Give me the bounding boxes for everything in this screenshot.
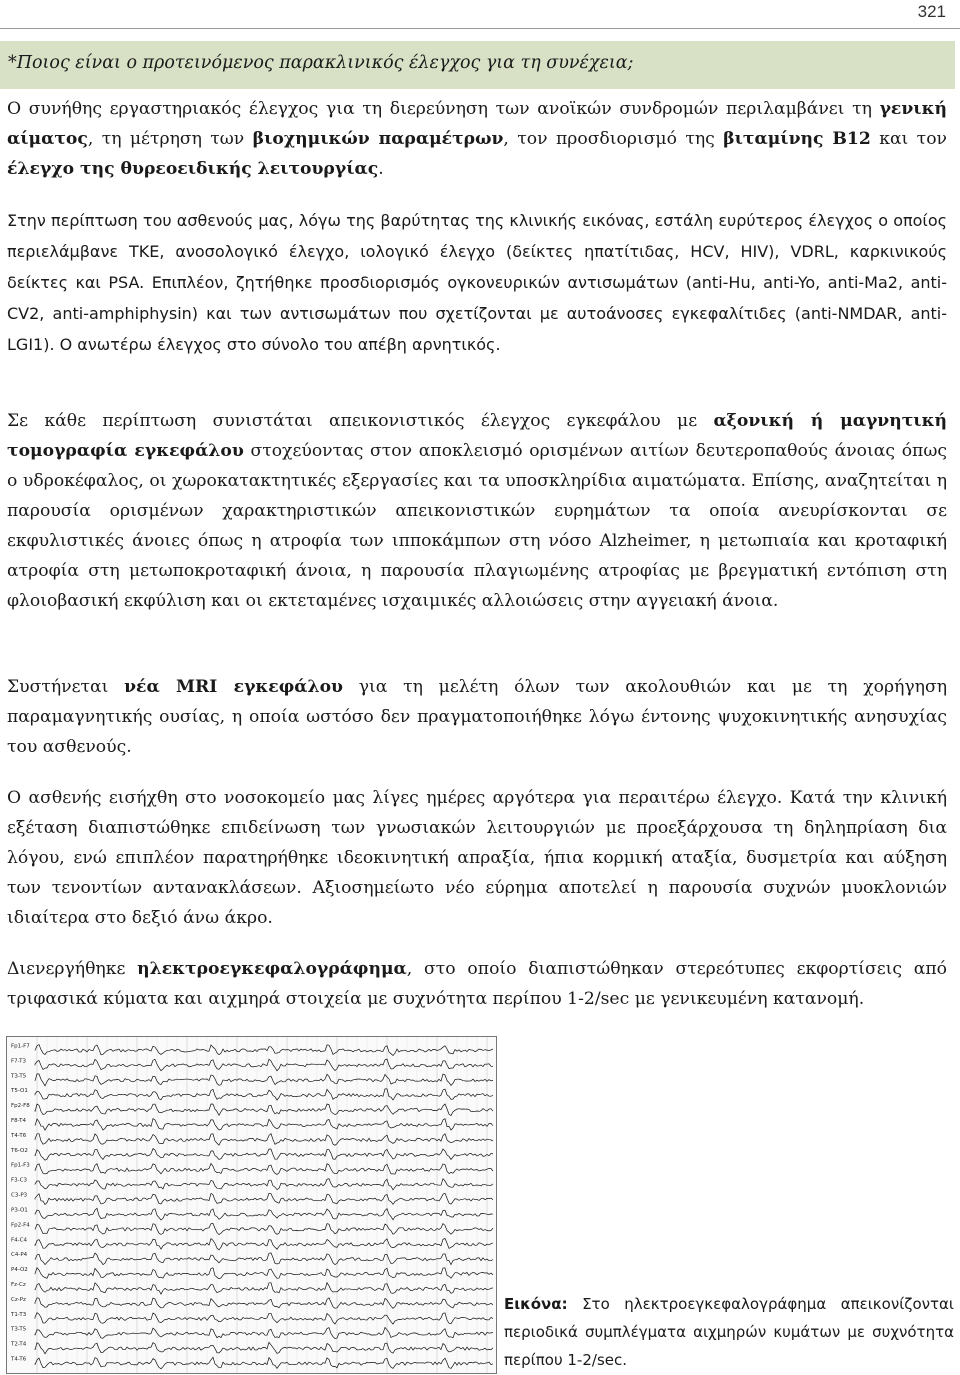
eeg-channel-label: Fp2-F4 [11,1222,30,1229]
eeg-channel-label: Fp1-F7 [11,1043,30,1050]
page-number: 321 [917,2,946,21]
text: και τον [870,129,947,149]
eeg-channel-label: Fz-Cz [11,1282,26,1288]
eeg-channel-label: T1-T3 [11,1311,27,1318]
eeg-channel-label: T4-T6 [11,1356,27,1363]
eeg-trace [35,1357,493,1369]
eeg-channel-label: T3-T5 [11,1073,27,1080]
eeg-trace [35,1059,493,1071]
bold-text: αξονική ή μαγνητική τομογραφία εγκεφάλου [7,411,947,461]
eeg-channel-label: T2-T4 [11,1341,27,1348]
eeg-channel-label: Cz-Pz [11,1296,26,1303]
eeg-channel-label: F4-C4 [11,1237,27,1244]
eeg-trace [35,1328,493,1339]
text: για τη μελέτη όλων των ακολουθιών και με τη χορήγηση παραμαγνητικής ουσίας, η οποία ωστόσο δεν πραγματοποιήθηκε λόγω έντονης ψυχοκινητικής ανησυχίας του ασθενούς. [7,677,947,757]
figure-caption [504,1290,954,1374]
paragraph-lab-tests [7,94,947,184]
eeg-trace [35,1313,493,1324]
eeg-channel-label: P4-O2 [11,1267,28,1274]
eeg-channel-label: P3-O1 [11,1207,28,1214]
eeg-trace [35,1342,493,1353]
eeg-trace [35,1045,493,1056]
eeg-channel-label: Fp2-F8 [11,1103,30,1110]
eeg-trace [35,1179,493,1190]
text: στοχεύοντας στον αποκλεισμό ορισμένων αιτίων δευτεροπαθούς άνοιας όπως ο υδροκέφαλος, οι χωροκατακτητικές εξεργασίες και τα υποσκληρίδια αιματώματα. Επίσης, αναζητείται η παρουσία ορισμένων χαρακτηριστικών απεικονιστικών ευρημάτων τα οποία ανευρίσκονται σε εκφυλιστικές άνοιες όπως η ατροφία των ιπποκάμπων στη νόσο Alzheimer, η μετωπιαία και κροταφική ατροφία στη μετωποκροταφική άνοια, η παρουσία πλαγιωμένης ατροφίας με βρεγματική εντόπιση στη φλοιοβασική εκφύλιση και οι εκτεταμένες ισχαιμικές αλλοιώσεις στην αγγειακή άνοια. [7,441,947,611]
eeg-trace [35,1253,493,1265]
eeg-channel-label: C4-P4 [11,1252,28,1259]
eeg-trace [35,1134,493,1146]
text: , τη μέτρηση των [87,129,253,149]
eeg-trace [35,1193,493,1204]
eeg-trace [35,1164,493,1175]
eeg-channel-label: F3-C3 [11,1177,27,1184]
eeg-trace [35,1283,493,1294]
text: Ο συνήθης εργαστηριακός έλεγχος για τη διερεύνηση των ανοϊκών συνδρομών περιλαμβάνει τη [7,99,880,119]
eeg-trace [35,1104,493,1116]
bold-text: νέα MRI εγκεφάλου [124,677,343,697]
eeg-trace [35,1208,493,1220]
eeg-trace [35,1268,493,1279]
eeg-trace [35,1239,493,1250]
eeg-trace [35,1074,493,1086]
paragraph-eeg [7,954,947,1014]
bold-text: ηλεκτροεγκεφαλογράφημα [137,959,407,979]
text: Σε κάθε περίπτωση συνιστάται απεικονιστικός έλεγχος εγκεφάλου με [7,411,714,431]
eeg-channel-label: Fp1-F3 [11,1162,30,1169]
paragraph-extended-tests: Στην περίπτωση του ασθενούς μας, λόγω της βαρύτητας της κλινικής εικόνας, εστάλη ευρύτερος έλεγχος ο οποίος περιελάμβανε ΤΚΕ, ανοσολογικό έλεγχο, ιολογικό έλεγχο (δείκτες ηπατίτιδας, HCV, HIV), VDRL, καρκινικούς δείκτες και PSA. Επιπλέον, ζητήθηκε προσδιορισμός ογκονευρικών αντισωμάτων (anti-Hu, anti-Yo, anti-Ma2, anti-CV2, anti-amphiphysin) και των αντισωμάτων που σχετίζονται με αυτοάνοσες εγκεφαλίτιδες (anti-NMDAR, anti-LGI1). Ο ανωτέρω έλεγχος στο σύνολο του απέβη αρνητικός. [7,211,947,354]
bold-text: βιταμίνης Β12 [723,129,871,149]
eeg-trace [35,1298,493,1309]
eeg-channel-label: T6-O2 [11,1147,28,1154]
bold-text: έλεγχο της θυρεοειδικής λειτουργίας [7,159,379,179]
bold-text: βιοχημικών παραμέτρων [252,129,504,149]
eeg-trace [35,1149,493,1161]
eeg-trace [35,1089,493,1100]
paragraph-admission: Ο ασθενής εισήχθη στο νοσοκομείο μας λίγες ημέρες αργότερα για περαιτέρω έλεγχο. Κατά την κλινική εξέταση διαπιστώθηκε επιδείνωση των γνωσιακών λειτουργιών με προεξάρχουσα τη δηληπρίαση δια λόγου, ενώ επιπλέον παρατηρήθηκε ιδεοκινητική απραξία, ήπια κορμική αταξία, δυσμετρία και αύξηση των τενοντίων αντανακλάσεων. Αξιοσημείωτο νέο εύρημα αποτελεί η παρουσία συχνών μυοκλονιών ιδιαίτερα στο δεξιό άνω άκρο. [7,788,947,928]
text: Συστήνεται [7,677,125,697]
caption-label: Εικόνα: [504,1295,568,1313]
eeg-channel-label: F7-T3 [11,1058,27,1065]
text: , στο οποίο διαπιστώθηκαν στερεότυπες εκφορτίσεις από τριφασικά κύματα και αιχμηρά στοιχεία με συχνότητα περίπου 1-2/sec με γενικευμένη κατανομή. [7,959,947,1009]
eeg-channel-label: T5-O1 [11,1088,28,1095]
eeg-trace [35,1119,493,1131]
eeg-channel-label: T3-T5 [11,1326,27,1333]
bold-text: γενική αίματος [7,99,947,149]
question-box: *Ποιος είναι ο προτεινόμενος παρακλινικός έλεγχος για τη συνέχεια; [0,41,955,89]
paragraph-imaging [7,406,947,616]
paragraph-mri [7,672,947,762]
text: , τον προσδιορισμό της [503,129,724,149]
text: Διενεργήθηκε [7,959,138,979]
eeg-channel-label: F8-T4 [11,1118,27,1124]
header-rule [0,28,960,29]
text: . [378,159,384,179]
eeg-channel-label: T4-T6 [11,1132,27,1139]
caption-text: Στο ηλεκτροεγκεφαλογράφημα απεικονίζονται περιοδικά συμπλέγματα αιχμηρών κυμάτων με συχνότητα περίπου 1-2/sec. [504,1295,954,1369]
eeg-recording-image [6,1036,497,1374]
eeg-trace [35,1224,493,1235]
eeg-channel-label: C3-P3 [11,1192,28,1199]
